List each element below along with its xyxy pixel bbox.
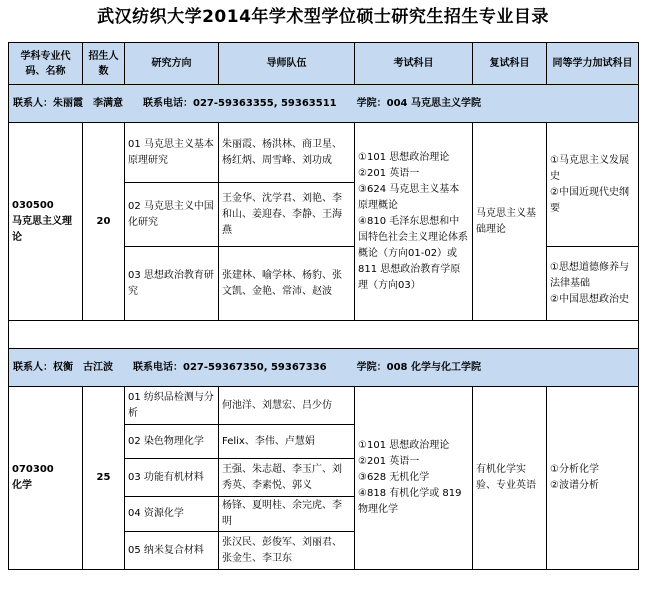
section2-code: 070300 bbox=[12, 464, 54, 475]
section2-advisors-4: 杨锋、夏明桂、余完虎、李明 bbox=[219, 497, 355, 532]
section2-name: 化学 bbox=[12, 480, 32, 491]
section2-direction-4: 04 资源化学 bbox=[125, 497, 219, 532]
section1-retest: 马克思主义基础理论 bbox=[473, 123, 547, 321]
section2-advisors-2: Felix、李伟、卢慧娟 bbox=[219, 425, 355, 459]
header-enrollment: 招生人数 bbox=[83, 43, 125, 85]
header-exam: 考试科目 bbox=[355, 43, 473, 85]
header-extra-exam: 同等学力加试科目 bbox=[547, 43, 639, 85]
section2-direction-2: 02 染色物理化学 bbox=[125, 425, 219, 459]
section2-direction-3: 03 功能有机材料 bbox=[125, 459, 219, 497]
section1-exam: ①101 思想政治理论 ②201 英语一 ③624 马克思主义基本原理概论 ④810 毛泽东思想和中国特色社会主义理论体系概论（方向01-02）或811 思想政治教育学原理（方向03） bbox=[355, 123, 473, 321]
section2-retest: 有机化学实验、专业英语 bbox=[473, 387, 547, 570]
section2-extra: ①分析化学 ②波谱分析 bbox=[547, 387, 639, 570]
page-title: 武汉纺织大学2014年学术型学位硕士研究生招生专业目录 bbox=[97, 7, 549, 27]
header-major-code: 学科专业代码、名称 bbox=[9, 43, 83, 85]
section1-contact: 联系人：朱丽霞 李满意 联系电话：027-59363355, 59363511 学院：004 马克思主义学院 bbox=[9, 85, 639, 123]
section1-direction-1: 01 马克思主义基本原理研究 bbox=[125, 123, 219, 183]
section2-direction-1: 01 纺织品检测与分析 bbox=[125, 387, 219, 425]
header-direction: 研究方向 bbox=[125, 43, 219, 85]
section1-direction-2: 02 马克思主义中国化研究 bbox=[125, 183, 219, 247]
header-advisors: 导师队伍 bbox=[219, 43, 355, 85]
table-row bbox=[9, 387, 639, 425]
section2-advisors-5: 张汉民、彭俊军、刘丽君、张金生、李卫东 bbox=[219, 532, 355, 570]
section1-extra-1: ①马克思主义发展史 ②中国近现代史纲要 bbox=[547, 123, 639, 247]
section1-advisors-2: 王金华、沈学君、刘艳、李和山、姜迎春、李静、王海燕 bbox=[219, 183, 355, 247]
section1-count: 20 bbox=[83, 123, 125, 321]
header-retest: 复试科目 bbox=[473, 43, 547, 85]
section1-direction-3: 03 思想政治教育研究 bbox=[125, 247, 219, 321]
section2-count: 25 bbox=[83, 387, 125, 570]
catalog-table bbox=[8, 42, 639, 570]
section2-contact: 联系人：权衡 古江波 联系电话：027-59367350, 59367336 学院：008 化学与化工学院 bbox=[9, 349, 639, 387]
section2-advisors-1: 何池洋、刘慧宏、吕少仿 bbox=[219, 387, 355, 425]
section1-extra-2: ①思想道德修养与法律基础 ②中国思想政治史 bbox=[547, 247, 639, 321]
section1-major bbox=[9, 123, 83, 321]
section1-advisors-1: 朱丽霞、杨洪林、商卫星、杨红炳、周雪峰、刘功成 bbox=[219, 123, 355, 183]
section1-code: 030500 bbox=[12, 199, 54, 211]
section1-advisors-3: 张建林、喻学林、杨豹、张文凯、金艳、常沛、赵波 bbox=[219, 247, 355, 321]
section2-direction-5: 05 纳米复合材料 bbox=[125, 532, 219, 570]
spacer-row bbox=[9, 321, 639, 349]
table-row bbox=[9, 123, 639, 183]
section2-major bbox=[9, 387, 83, 570]
section1-name: 马克思主义理论 bbox=[12, 215, 72, 243]
section2-exam: ①101 思想政治理论 ②201 英语一 ③628 无机化学 ④818 有机化学或 819 物理化学 bbox=[355, 387, 473, 570]
section2-advisors-3: 王强、朱志超、李玉广、刘秀英、李素悦、郭义 bbox=[219, 459, 355, 497]
